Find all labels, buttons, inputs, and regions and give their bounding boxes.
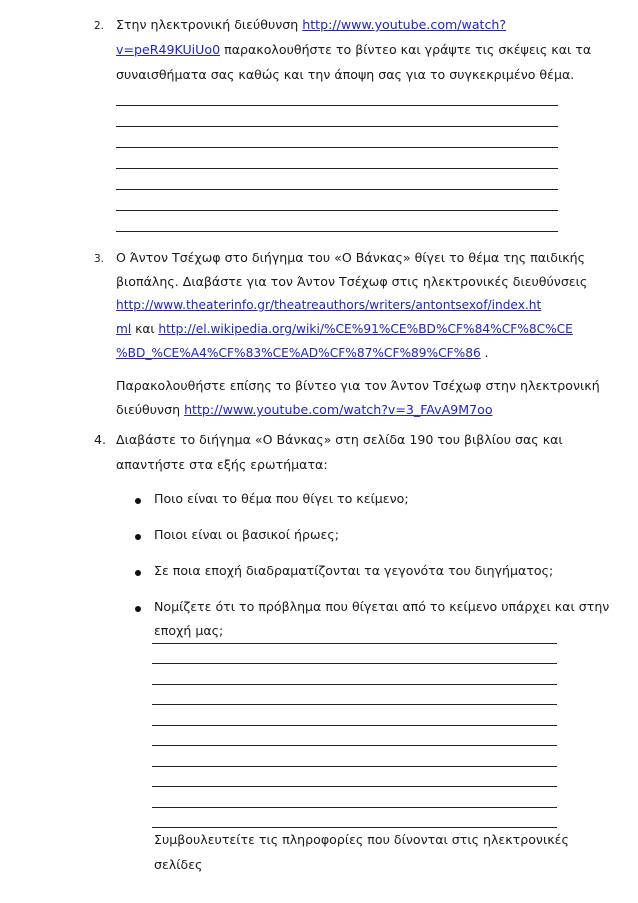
question-3-number: 3. <box>94 253 105 265</box>
question-4-number: 4. <box>94 432 107 447</box>
wikipedia-link[interactable]: http://el.wikipedia.org/wiki/%CE%91%CE%BD%CF%84%CF%8C%CE <box>158 322 573 336</box>
question-3-line-5 <box>116 346 488 360</box>
question-2-line-2 <box>116 42 591 57</box>
answer-line[interactable] <box>152 704 557 705</box>
bullet-item-1: Ποιο είναι το θέμα που θίγει το κείμενο; <box>154 491 409 506</box>
answer-line[interactable] <box>152 766 557 767</box>
theaterinfo-link[interactable]: http://www.theaterinfo.gr/theatreauthors/writers/antontsexof/index.ht <box>116 298 542 312</box>
question-3-line-1: Ο Άντον Τσέχωφ στο διήγημα του «Ο Βάνκας» θίγει το θέμα της παιδικής <box>116 250 586 265</box>
bullet-icon <box>135 534 141 540</box>
answer-line[interactable] <box>116 105 558 106</box>
note-line-2: σελίδες <box>154 857 203 872</box>
bullet-icon <box>135 570 141 576</box>
answer-line[interactable] <box>152 663 557 664</box>
answer-line[interactable] <box>152 745 557 746</box>
answer-line[interactable] <box>152 807 557 808</box>
question-4-line-1: Διαβάστε το διήγημα «Ο Βάνκας» στη σελίδα 190 του βιβλίου σας και <box>116 432 563 447</box>
answer-line[interactable] <box>152 827 557 828</box>
question-3-line-4 <box>116 322 573 336</box>
answer-line[interactable] <box>152 684 557 685</box>
answer-line[interactable] <box>116 168 558 169</box>
and-text: και <box>131 322 159 336</box>
address-label: διεύθυνση <box>116 402 185 417</box>
bullet-item-3: Σε ποια εποχή διαδραματίζονται τα γεγονότα του διηγήματος; <box>154 563 554 578</box>
youtube-link-1-cont[interactable]: v=peR49KUiUo0 <box>116 42 221 57</box>
question-2-line-1 <box>116 17 506 32</box>
answer-line[interactable] <box>116 147 558 148</box>
question-2-line-3: συναισθήματα σας καθώς και την άποψη σας για το συγκεκριμένο θέμα. <box>116 67 575 82</box>
youtube-link-1[interactable]: http://www.youtube.com/watch? <box>302 17 507 32</box>
question-2-text-2: παρακολουθήστε το βίντεο και γράψτε τις σκέψεις και τα <box>220 42 592 57</box>
question-3-watch-line-2 <box>116 402 493 417</box>
theaterinfo-link-cont[interactable]: ml <box>116 322 132 336</box>
question-3-line-3 <box>116 298 541 312</box>
question-2-number: 2. <box>94 20 105 32</box>
answer-line[interactable] <box>116 189 558 190</box>
answer-line[interactable] <box>116 210 558 211</box>
answer-line[interactable] <box>152 725 557 726</box>
question-2-text: Στην ηλεκτρονική διεύθυνση <box>116 17 303 32</box>
bullet-item-2: Ποιοι είναι οι βασικοί ήρωες; <box>154 527 339 542</box>
period-text: . <box>480 346 489 360</box>
note-line-1: Συμβουλευτείτε τις πληροφορίες που δίνονται στις ηλεκτρονικές <box>154 832 569 847</box>
answer-line[interactable] <box>116 231 558 232</box>
question-3-line-2: βιοπάλης. Διαβάστε για τον Άντον Τσέχωφ στις ηλεκτρονικές διευθύνσεις <box>116 274 588 289</box>
question-4-line-2: απαντήστε στα εξής ερωτήματα: <box>116 457 328 472</box>
question-3-watch-line-1: Παρακολουθήστε επίσης το βίντεο για τον Άντον Τσέχωφ στην ηλεκτρονική <box>116 378 600 393</box>
answer-line[interactable] <box>116 126 558 127</box>
bullet-item-4: Νομίζετε ότι το πρόβλημα που θίγεται από το κείμενο υπάρχει και στην <box>154 599 610 614</box>
bullet-item-4-cont: εποχή μας; <box>154 623 224 638</box>
answer-line[interactable] <box>152 786 557 787</box>
wikipedia-link-cont[interactable]: %BD_%CE%A4%CF%83%CE%AD%CF%87%CF%89%CF%86 <box>116 346 481 360</box>
answer-line[interactable] <box>152 643 557 644</box>
bullet-icon <box>135 606 141 612</box>
bullet-icon <box>135 498 141 504</box>
youtube-link-2[interactable]: http://www.youtube.com/watch?v=3_FAvA9M7oo <box>184 402 493 417</box>
